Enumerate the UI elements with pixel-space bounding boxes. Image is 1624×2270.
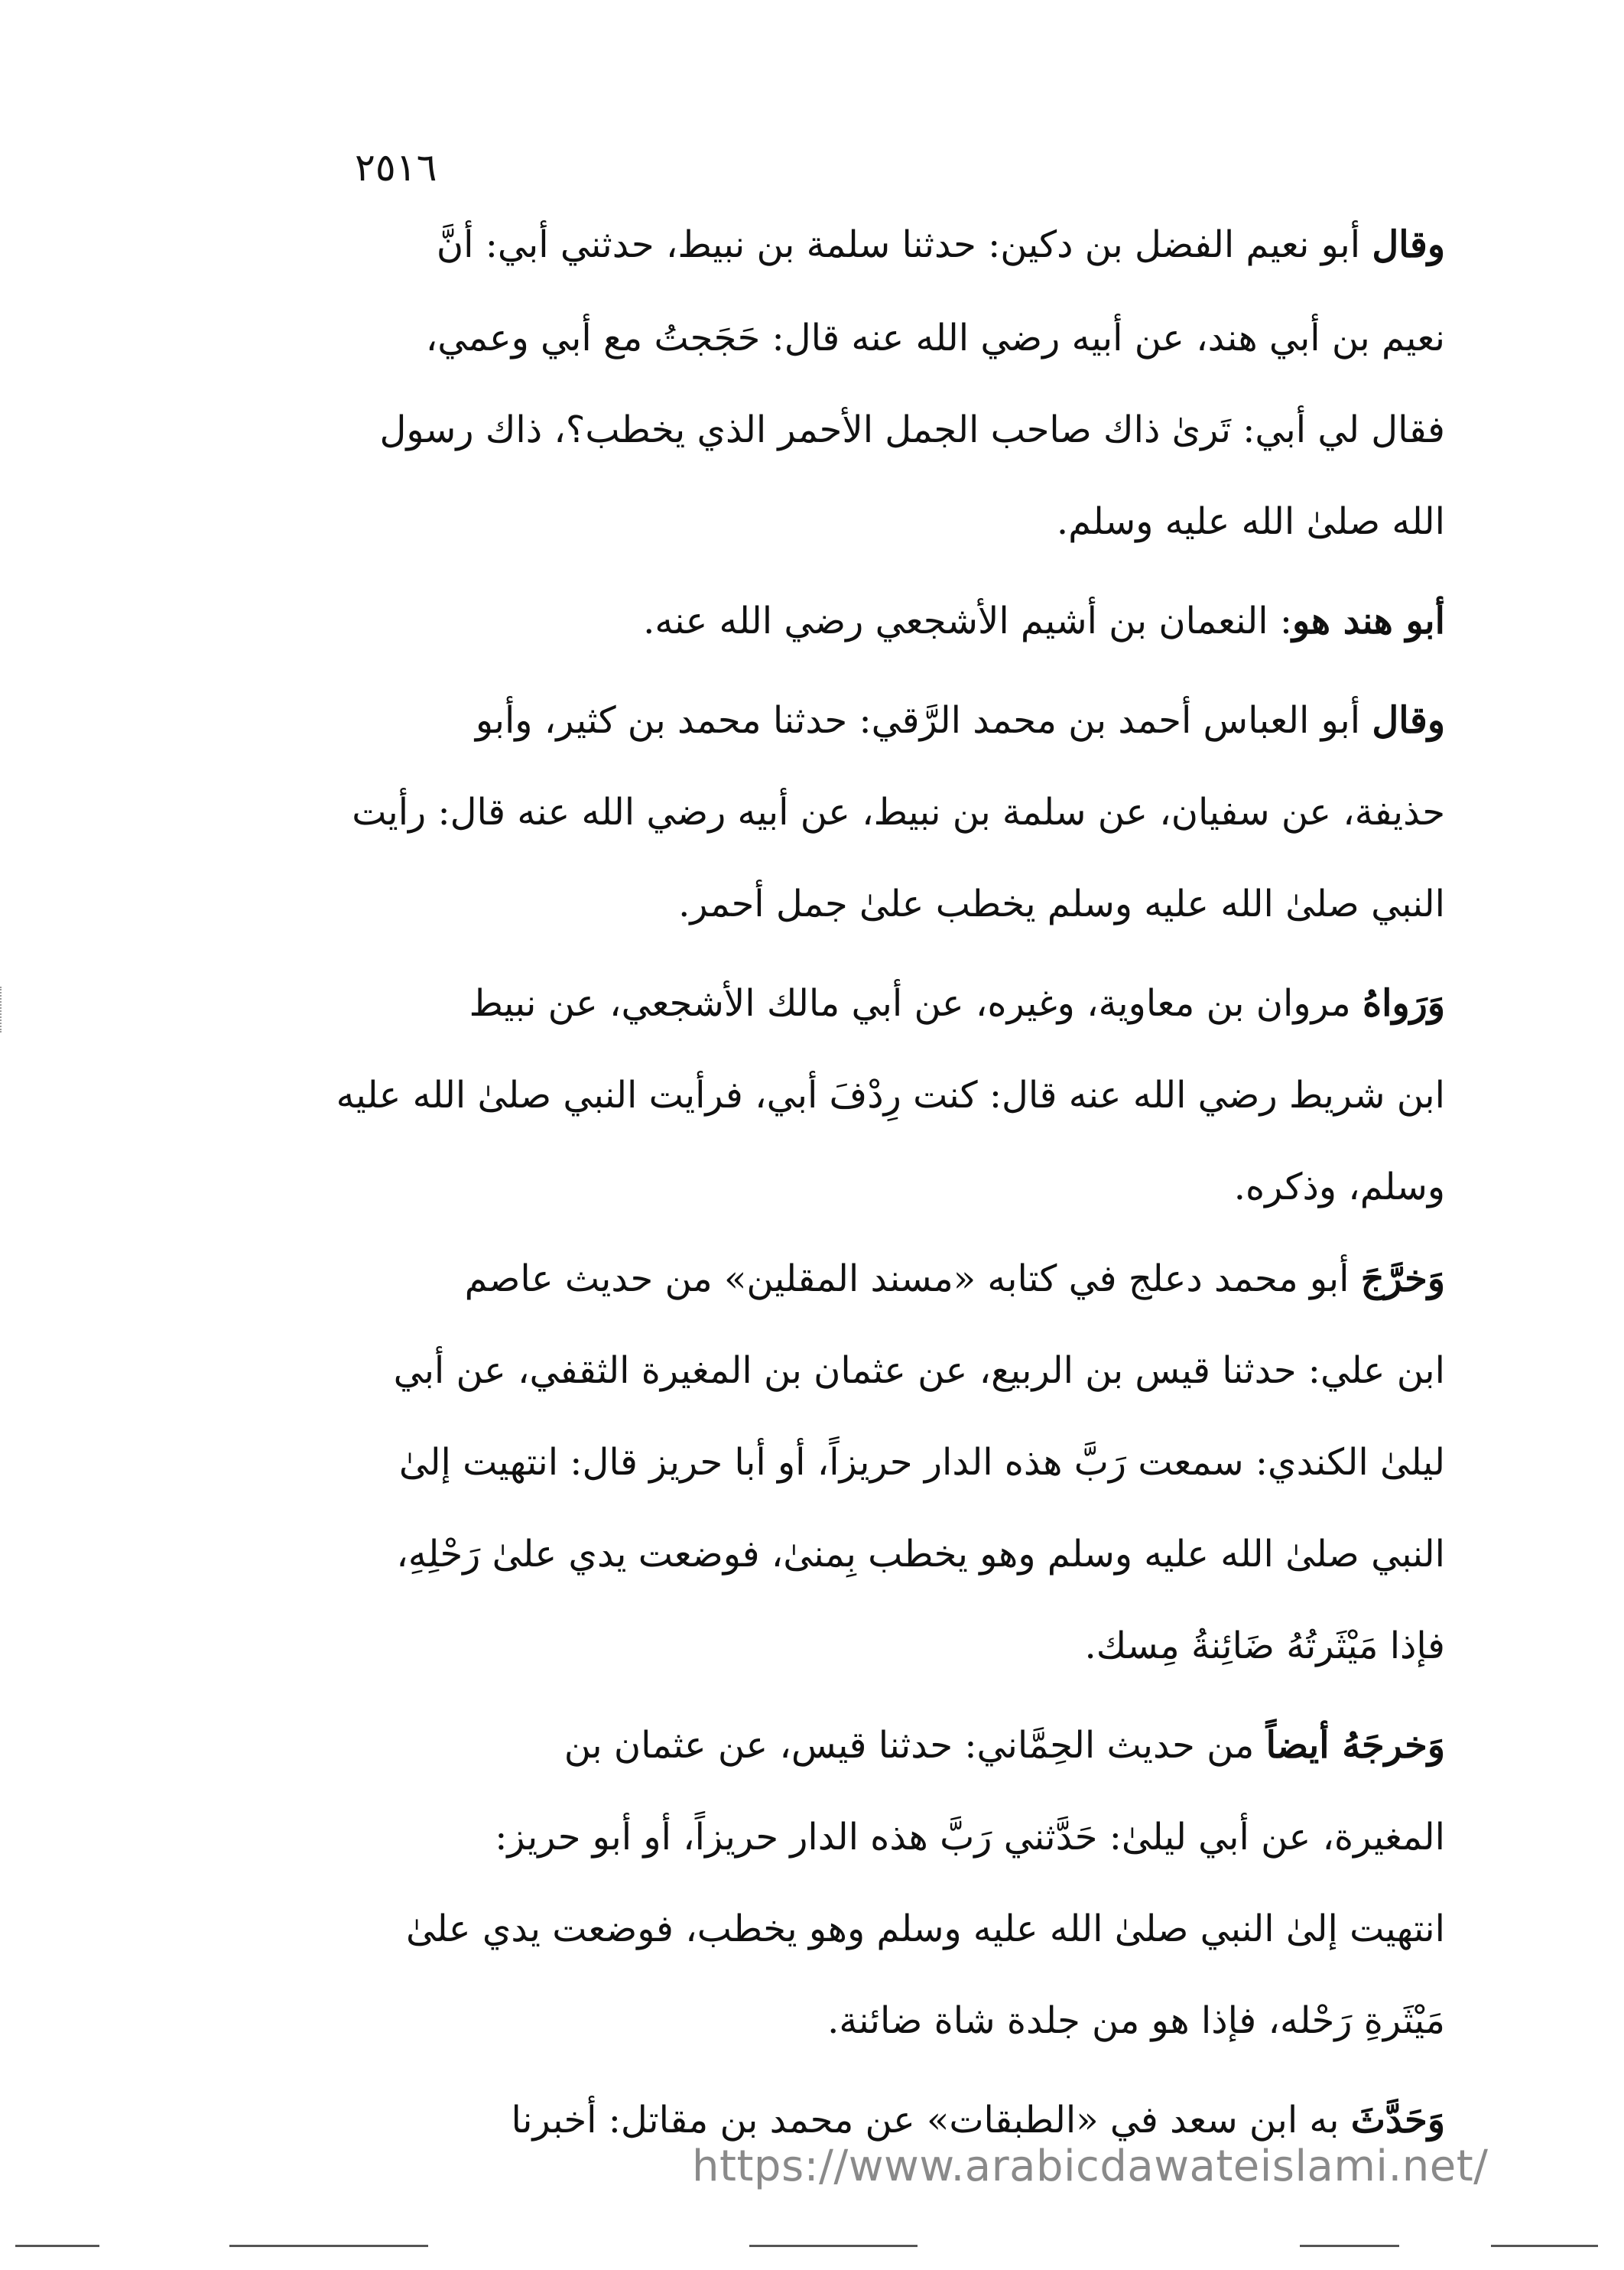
footer-rule [749,2245,918,2247]
paragraph-line: وَحَدَّثَ به ابن سعد في «الطبقات» عن محمد بن مقاتل: أخبرنا [511,2099,1445,2142]
paragraph-line: نعيم بن أبي هند، عن أبيه رضي الله عنه قال: حَجَجتُ مع أبي وعمي، [425,317,1445,359]
paragraph-lead: أبو هند هو [1291,600,1445,642]
footer-rule [1491,2245,1598,2247]
paragraph-lead: وقال [1372,699,1445,742]
footer-rule [229,2245,428,2247]
paragraph-line: وقال أبو نعيم الفضل بن دكين: حدثنا سلمة بن نبيط، حدثني أبي: أنَّ [436,223,1445,266]
paragraph-line: ابن علي: حدثنا قيس بن الربيع، عن عثمان بن المغيرة الثقفي، عن أبي [393,1349,1445,1392]
paragraph-line: وَخرَّجَ أبو محمد دعلج في كتابه «مسند المقلين» من حديث عاصم [464,1257,1445,1300]
paragraph-line: ليلىٰ الكندي: سمعت رَبَّ هذه الدار حريزاً، أو أبا حريز قال: انتهيت إلىٰ [398,1441,1445,1484]
footer-rule [1300,2245,1399,2247]
paragraph-line: المغيرة، عن أبي ليلىٰ: حَدَّثني رَبَّ هذه الدار حريزاً، أو أبو حريز: [495,1816,1445,1859]
paragraph-line: أبو هند هو: النعمان بن أشيم الأشجعي رضي الله عنه. [643,600,1445,642]
paragraph-lead: وقال [1372,223,1445,266]
paragraph-line: فقال لي أبي: تَرىٰ ذاك صاحب الجمل الأحمر الذي يخطب؟، ذاك رسول [379,408,1445,451]
paragraph-line: وقال أبو العباس أحمد بن محمد الرَّقي: حدثنا محمد بن كثير، وأبو [475,699,1445,742]
paragraph-lead: وَخرجَهُ أيضاً [1265,1724,1445,1767]
paragraph-line: حذيفة، عن سفيان، عن سلمة بن نبيط، عن أبيه رضي الله عنه قال: رأيت [352,791,1445,834]
footer-rule [15,2245,99,2247]
margin-mark [0,987,5,1033]
paragraph-line: مَيْثَرةِ رَحْله، فإذا هو من جلدة شاة ضائنة. [827,1999,1445,2042]
paragraph-line: وَخرجَهُ أيضاً من حديث الحِمَّاني: حدثنا قيس، عن عثمان بن [564,1724,1445,1767]
paragraph-line: فإذا مَيْثَرتُهُ ضَائِنةُ مِسك. [1084,1624,1445,1667]
watermark-url: https://www.arabicdawateislami.net/ [692,2142,1489,2191]
paragraph-lead: وَخرَّجَ [1360,1257,1445,1300]
paragraph-line: ابن شريط رضي الله عنه قال: كنت رِدْفَ أبي، فرأيت النبي صلىٰ الله عليه [336,1074,1445,1117]
paragraph-line: انتهيت إلىٰ النبي صلىٰ الله عليه وسلم وهو يخطب، فوضعت يدي علىٰ [406,1907,1445,1950]
paragraph-lead: وَرَواهُ [1362,982,1445,1025]
paragraph-lead: وَحَدَّثَ [1350,2099,1445,2142]
paragraph-line: النبي صلىٰ الله عليه وسلم وهو يخطب بِمنىٰ، فوضعت يدي علىٰ رَحْلِهِ، [396,1533,1445,1576]
paragraph-line: وَرَواهُ مروان بن معاوية، وغيره، عن أبي مالك الأشجعي، عن نبيط [469,982,1445,1025]
paragraph-line: النبي صلىٰ الله عليه وسلم يخطب علىٰ جمل أحمر. [678,883,1445,925]
paragraph-line: وسلم، وذكره. [1233,1166,1445,1208]
page-number: ٢٥١٦ [355,145,437,190]
paragraph-line: الله صلىٰ الله عليه وسلم. [1056,500,1445,543]
